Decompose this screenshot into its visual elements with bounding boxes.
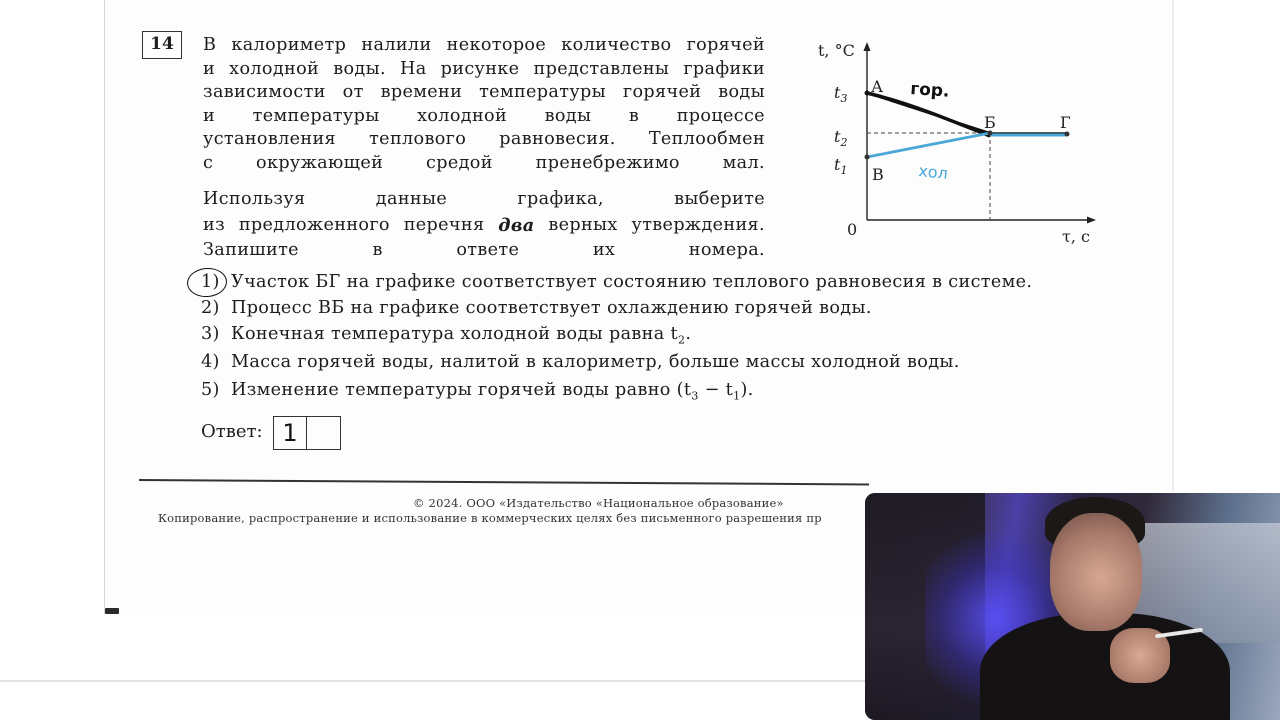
text-line: с окружающей средой пренебрежимо мал. [203,152,765,173]
word: температуры [252,105,380,126]
text-line [203,213,765,239]
cold-annotation: хол [917,161,949,184]
option-text: Конечная температура холодной воды равна t [231,324,678,344]
option-4 [201,352,960,372]
y-tick-t1: $t_1$ [834,155,848,177]
hot-annotation: гор. [909,79,951,102]
text-line [203,187,765,213]
text-line [203,58,765,82]
footer-notice: Копирование, распространение и использование в коммерческих целях без письменного разрешения пр [158,511,822,525]
answer-cell-1[interactable]: 1 [274,417,307,449]
word: перечня [403,214,485,235]
page-edge [1172,0,1174,490]
word: утверждения. [631,214,765,235]
word: воды [544,105,592,126]
footer-copyright: © 2024. ООО «Издательство «Национальное образование» [413,496,784,510]
option-text: Масса горячей воды, налитой в калориметр, больше массы холодной воды. [231,352,960,372]
text-line [203,34,765,58]
option-5 [201,380,754,403]
word: и [203,58,216,79]
word: Теплообмен [648,129,765,149]
word: верных [548,214,618,235]
word: теплового [369,129,467,149]
point-label-g: Г [1060,113,1071,132]
task-instruction [203,187,765,264]
option-subscript: 3 [691,389,699,403]
word: два [498,214,535,236]
page-corner-mark [105,608,119,614]
temperature-graph [810,30,1110,260]
x-axis-label: τ, с [1062,227,1090,246]
word: холодной [229,58,320,79]
option-subscript: 2 [677,333,686,347]
word: некоторое [446,35,547,55]
word: из [203,214,226,235]
word: графика, [517,189,604,209]
option-2 [201,298,872,318]
word: воды. [333,58,386,79]
text-line [203,128,765,152]
point-label-b: Б [984,113,996,132]
option-tail: . [685,324,692,344]
option-1 [201,272,1032,292]
answer-label: Ответ: [201,421,263,442]
word: количество [561,35,672,55]
word: воды [718,82,765,102]
word: выберите [674,189,765,209]
option-tail: ). [740,380,754,400]
option-text: Процесс ВБ на графике соответствует охлаждению горячей воды. [231,298,872,318]
y-axis-label: t, °C [818,41,855,60]
word: от [342,82,364,102]
word: температуры [479,82,607,102]
person-head [1050,513,1142,631]
task-number: 14 [142,31,182,59]
text-line: Запишите в ответе их номера. [203,240,765,260]
word: данные [375,189,448,209]
answer-box[interactable] [273,416,341,450]
word: Используя [203,189,306,209]
option-mid: − t [698,380,734,400]
word: рисунке [440,58,520,79]
text-line [203,81,765,105]
word: холодной [417,105,508,126]
graph-lines [865,91,1070,160]
word: зависимости [203,82,326,102]
word: равновесия. [499,129,616,149]
origin-label: 0 [847,220,858,239]
word: калориметр [231,35,347,55]
option-number: 3) [201,324,220,344]
word: в [628,105,640,126]
option-number: 1) [201,272,220,292]
word: времени [380,82,463,102]
word: горячей [622,82,702,102]
option-text: Участок БГ на графике соответствует состоянию теплового равновесия в системе. [231,272,1033,292]
word: и [203,105,216,126]
word: процессе [676,105,765,126]
y-tick-t3: $t_3$ [834,83,848,105]
option-number: 4) [201,352,220,372]
task-statement [203,34,765,175]
word: На [400,58,427,79]
option-subscript: 1 [733,389,741,403]
point-label-a: А [871,77,884,96]
point-label-v: В [872,165,884,184]
option-number: 5) [201,380,220,400]
text-line [203,105,765,129]
word: графики [683,58,765,79]
word: горячей [686,35,765,55]
word: предложенного [238,214,390,235]
word: представлены [533,58,670,79]
option-3 [201,324,691,347]
option-text: Изменение температуры горячей воды равно (t [231,380,692,400]
answer-cell-2[interactable] [307,417,340,449]
y-tick-t2: $t_2$ [834,127,848,149]
option-number: 2) [201,298,220,318]
word: налили [361,35,432,55]
webcam-overlay [865,493,1280,720]
word: В [203,35,217,55]
word: установления [203,129,336,149]
